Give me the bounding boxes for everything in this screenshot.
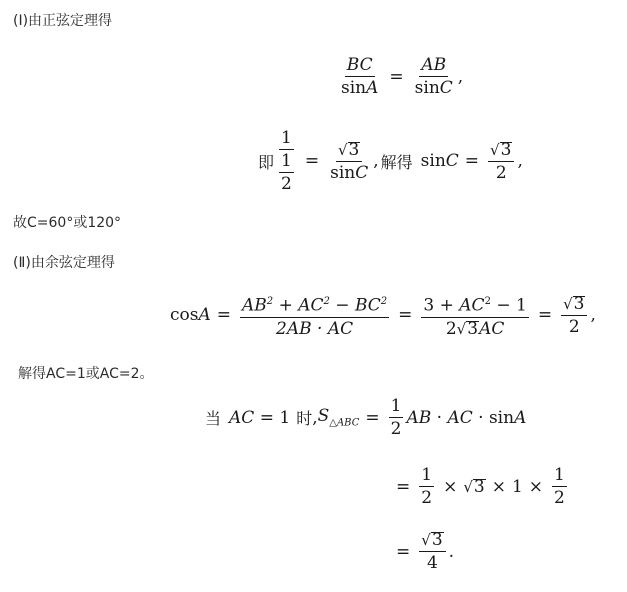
sqrt-symbol: √ 3 [563, 293, 585, 314]
denominator-2ab-ac: 2AB · AC [276, 318, 354, 339]
equals-sign: = [396, 476, 411, 497]
shi-label: 时 [296, 409, 313, 428]
comma: , [457, 66, 464, 87]
area-product: AB · AC · sinA [406, 407, 527, 428]
times-sign: × [528, 476, 544, 497]
area-equation-line1 [205, 396, 526, 439]
numerator-sqrt3 [336, 140, 362, 162]
part1-heading: (Ⅰ)由正弦定理得 [13, 13, 113, 29]
comma: , [373, 151, 379, 171]
solve-ac-result: 解得AC=1或AC=2。 [18, 366, 154, 382]
denominator-half [277, 150, 296, 194]
sqrt-symbol: √ 3 [421, 530, 443, 550]
denominator-two: 2 [495, 162, 507, 183]
denominator-2sqrt3-ac: 2 √ 3 AC [445, 318, 505, 339]
fraction-sqrt3-over-sinc [328, 140, 370, 183]
fraction-bc-over-sina [339, 55, 380, 98]
half-numerator: 1 [421, 465, 433, 485]
times-sign: × [491, 476, 506, 497]
equals-sign: = [537, 305, 553, 326]
fraction-sqrt3-over-2 [561, 294, 587, 337]
numerator-one: 1 [281, 128, 292, 148]
area-symbol: $S_{\triangle ABC}$ [317, 406, 360, 429]
dang-label: 当 [205, 409, 222, 428]
numerator-ab: AB [421, 55, 447, 75]
conclusion-angle-c: 故C=60°或120° [13, 215, 122, 231]
equals-sign: = [464, 151, 480, 171]
sqrt-symbol: √ 3 [463, 476, 485, 497]
ac-equals-one: AC = 1 [229, 407, 291, 428]
equals-sign: = [398, 305, 413, 326]
numerator-sqrt3 [488, 140, 514, 162]
part2-heading: (Ⅱ)由余弦定理得 [13, 255, 115, 271]
period: . [448, 541, 455, 562]
fraction-cos-substituted [421, 292, 528, 339]
half-numerator: 1 [281, 151, 292, 171]
denominator-sinc: sinC [330, 162, 369, 183]
sqrt-symbol: √ 3 [490, 139, 512, 160]
fraction-sqrt3-over-2 [488, 140, 514, 183]
cosa-expression: cosA [170, 305, 211, 326]
equals-sign: = [304, 151, 320, 171]
fraction-half [552, 465, 567, 508]
half-numerator: 1 [390, 396, 402, 416]
equals-sign: = [389, 66, 404, 87]
denominator-two: 2 [568, 316, 580, 337]
numerator-sum-of-squares: $AB^2 + AC^2 - BC^2$ [240, 292, 389, 318]
jiede-label: 解得 [380, 152, 413, 172]
fraction-half [279, 151, 294, 194]
fraction-sqrt3-over-4 [419, 530, 445, 573]
ji-label: 即 [258, 152, 275, 172]
fraction-half [419, 465, 434, 508]
equals-sign: = [216, 305, 232, 326]
numerator-substituted: $3 + AC^2 - 1$ [421, 292, 528, 318]
area-equation-line3 [396, 530, 454, 573]
half-denominator: 2 [421, 488, 433, 508]
law-of-sines-equation [336, 55, 463, 98]
law-of-cosines-equation [170, 292, 596, 339]
numerator-sqrt3 [419, 530, 445, 552]
denominator-sinc: sinC [414, 78, 453, 98]
half-denominator: 2 [554, 488, 565, 508]
numerator-sqrt3 [561, 294, 587, 316]
equals-sign: = [396, 541, 411, 562]
area-equation-line2 [396, 465, 570, 508]
one-value: 1 [511, 476, 523, 497]
denominator-four: 4 [427, 553, 438, 573]
sinc-expression: sinC [420, 151, 459, 171]
half-numerator: 1 [554, 465, 565, 485]
fraction-cos-general [240, 292, 389, 339]
fraction-half [389, 396, 404, 439]
comma: , [517, 151, 523, 171]
sine-substitution-equation [258, 128, 523, 194]
comma: , [312, 407, 318, 428]
denominator-sina: sinA [341, 78, 379, 98]
fraction-ab-over-sinc [413, 55, 455, 98]
equals-sign: = [365, 407, 380, 428]
half-denominator: 2 [281, 174, 292, 194]
numerator-bc: BC [346, 55, 373, 75]
sqrt-symbol: √ 3 [337, 139, 360, 160]
comma: , [590, 305, 596, 326]
half-denominator: 2 [390, 419, 402, 439]
times-sign: × [443, 476, 458, 497]
fraction-one-over-half [277, 128, 296, 194]
